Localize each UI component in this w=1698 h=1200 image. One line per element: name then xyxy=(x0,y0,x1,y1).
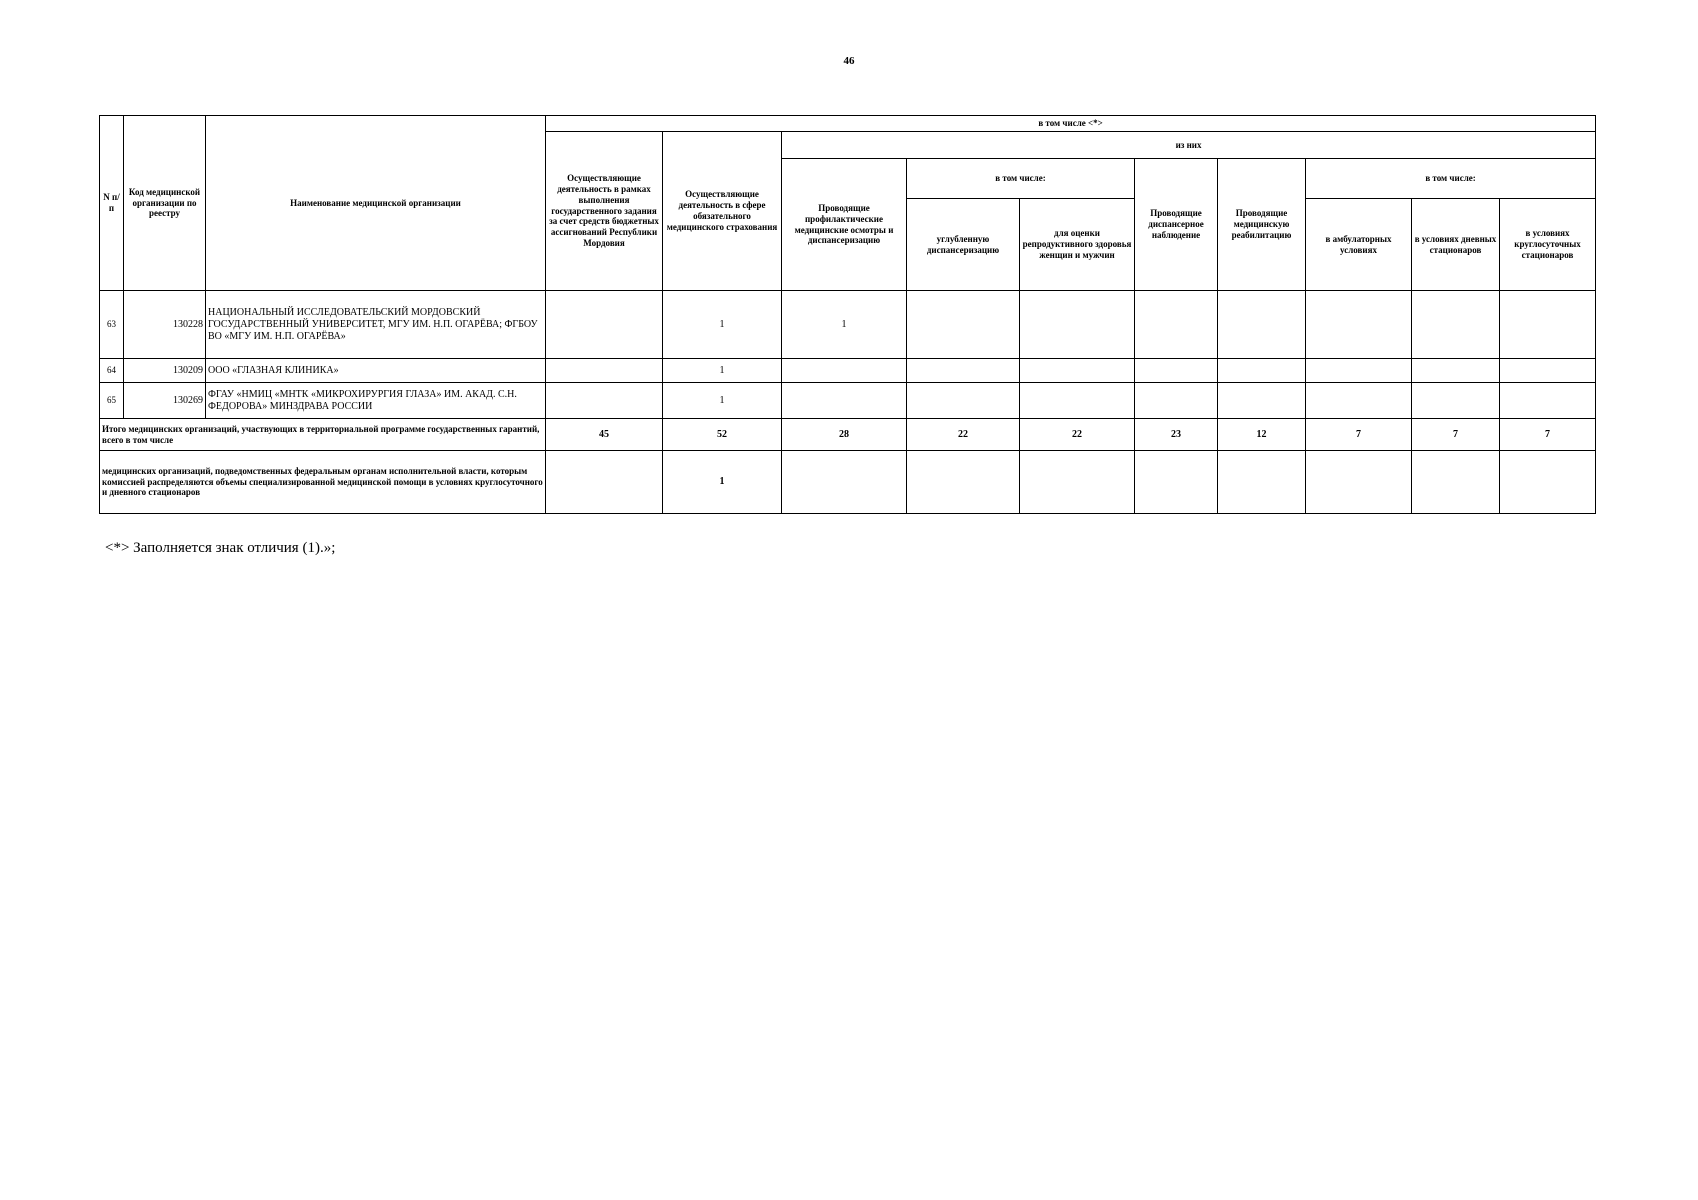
header-incl1: в том числе: xyxy=(907,159,1135,199)
row-oms: 1 xyxy=(663,291,782,359)
page-number: 46 xyxy=(843,55,855,67)
header-rehab: Проводящие медицинскую реабилитацию xyxy=(1218,159,1306,291)
row-n: 64 xyxy=(100,359,124,383)
total-oms: 52 xyxy=(663,419,782,451)
row-prof xyxy=(782,383,907,419)
table-row xyxy=(100,291,1596,359)
row-state-task xyxy=(546,359,663,383)
header-of-them: из них xyxy=(782,132,1596,159)
header-day: в условиях дневных стационаров xyxy=(1412,199,1500,291)
total-state-task: 45 xyxy=(546,419,663,451)
federal-state-task xyxy=(546,451,663,514)
total-rehab: 12 xyxy=(1218,419,1306,451)
federal-oms: 1 xyxy=(663,451,782,514)
row-state-task xyxy=(546,291,663,359)
header-round: в условиях круглосуточных стационаров xyxy=(1500,199,1596,291)
total-ambul: 7 xyxy=(1306,419,1412,451)
row-state-task xyxy=(546,383,663,419)
header-incl-group: в том числе <*> xyxy=(546,116,1596,132)
row-prof xyxy=(782,359,907,383)
header-name: Наименование медицинской организации xyxy=(206,116,546,291)
row-code: 130209 xyxy=(124,359,206,383)
header-repro: для оценки репродуктивного здоровья женщин и мужчин xyxy=(1020,199,1135,291)
total-round: 7 xyxy=(1500,419,1596,451)
total-day: 7 xyxy=(1412,419,1500,451)
header-state-task: Осуществляющие деятельность в рамках выполнения государственного задания за счет средств бюджетных ассигнований Республики Мордовия xyxy=(546,132,663,291)
header-disp: Проводящие диспансерное наблюдение xyxy=(1135,159,1218,291)
row-n: 65 xyxy=(100,383,124,419)
total-prof: 28 xyxy=(782,419,907,451)
header-deep: углубленную диспансеризацию xyxy=(907,199,1020,291)
federal-row xyxy=(100,451,1596,514)
total-label: Итого медицинских организаций, участвующих в территориальной программе государственных гарантий, всего в том числе xyxy=(100,419,546,451)
header-prof: Проводящие профилактические медицинские осмотры и диспансеризацию xyxy=(782,159,907,291)
row-code: 130269 xyxy=(124,383,206,419)
medical-organizations-table xyxy=(99,115,1596,514)
row-oms: 1 xyxy=(663,359,782,383)
total-disp: 23 xyxy=(1135,419,1218,451)
row-name: ФГАУ «НМИЦ «МНТК «МИКРОХИРУРГИЯ ГЛАЗА» ИМ. АКАД. С.Н. ФЕДОРОВА» МИНЗДРАВА РОССИИ xyxy=(206,383,546,419)
row-name: НАЦИОНАЛЬНЫЙ ИССЛЕДОВАТЕЛЬСКИЙ МОРДОВСКИЙ ГОСУДАРСТВЕННЫЙ УНИВЕРСИТЕТ, МГУ ИМ. Н.П. ОГАРЁВА; ФГБОУ ВО «МГУ ИМ. Н.П. ОГАРЁВА» xyxy=(206,291,546,359)
header-incl2: в том числе: xyxy=(1306,159,1596,199)
row-code: 130228 xyxy=(124,291,206,359)
row-prof: 1 xyxy=(782,291,907,359)
header-n: N п/п xyxy=(100,116,124,291)
header-oms: Осуществляющие деятельность в сфере обязательного медицинского страхования xyxy=(663,132,782,291)
row-name: ООО «ГЛАЗНАЯ КЛИНИКА» xyxy=(206,359,546,383)
table-row xyxy=(100,383,1596,419)
federal-label: медицинских организаций, подведомственных федеральным органам исполнительной власти, которым комиссией распределяются объемы специализированной медицинской помощи в условиях круглосуточного и дневного стационаров xyxy=(100,451,546,514)
footnote: <*> Заполняется знак отличия (1).»; xyxy=(105,540,336,556)
total-deep: 22 xyxy=(907,419,1020,451)
header-code: Код медицинской организации по реестру xyxy=(124,116,206,291)
row-n: 63 xyxy=(100,291,124,359)
header-ambul: в амбулаторных условиях xyxy=(1306,199,1412,291)
total-row xyxy=(100,419,1596,451)
row-oms: 1 xyxy=(663,383,782,419)
total-repro: 22 xyxy=(1020,419,1135,451)
table-row xyxy=(100,359,1596,383)
